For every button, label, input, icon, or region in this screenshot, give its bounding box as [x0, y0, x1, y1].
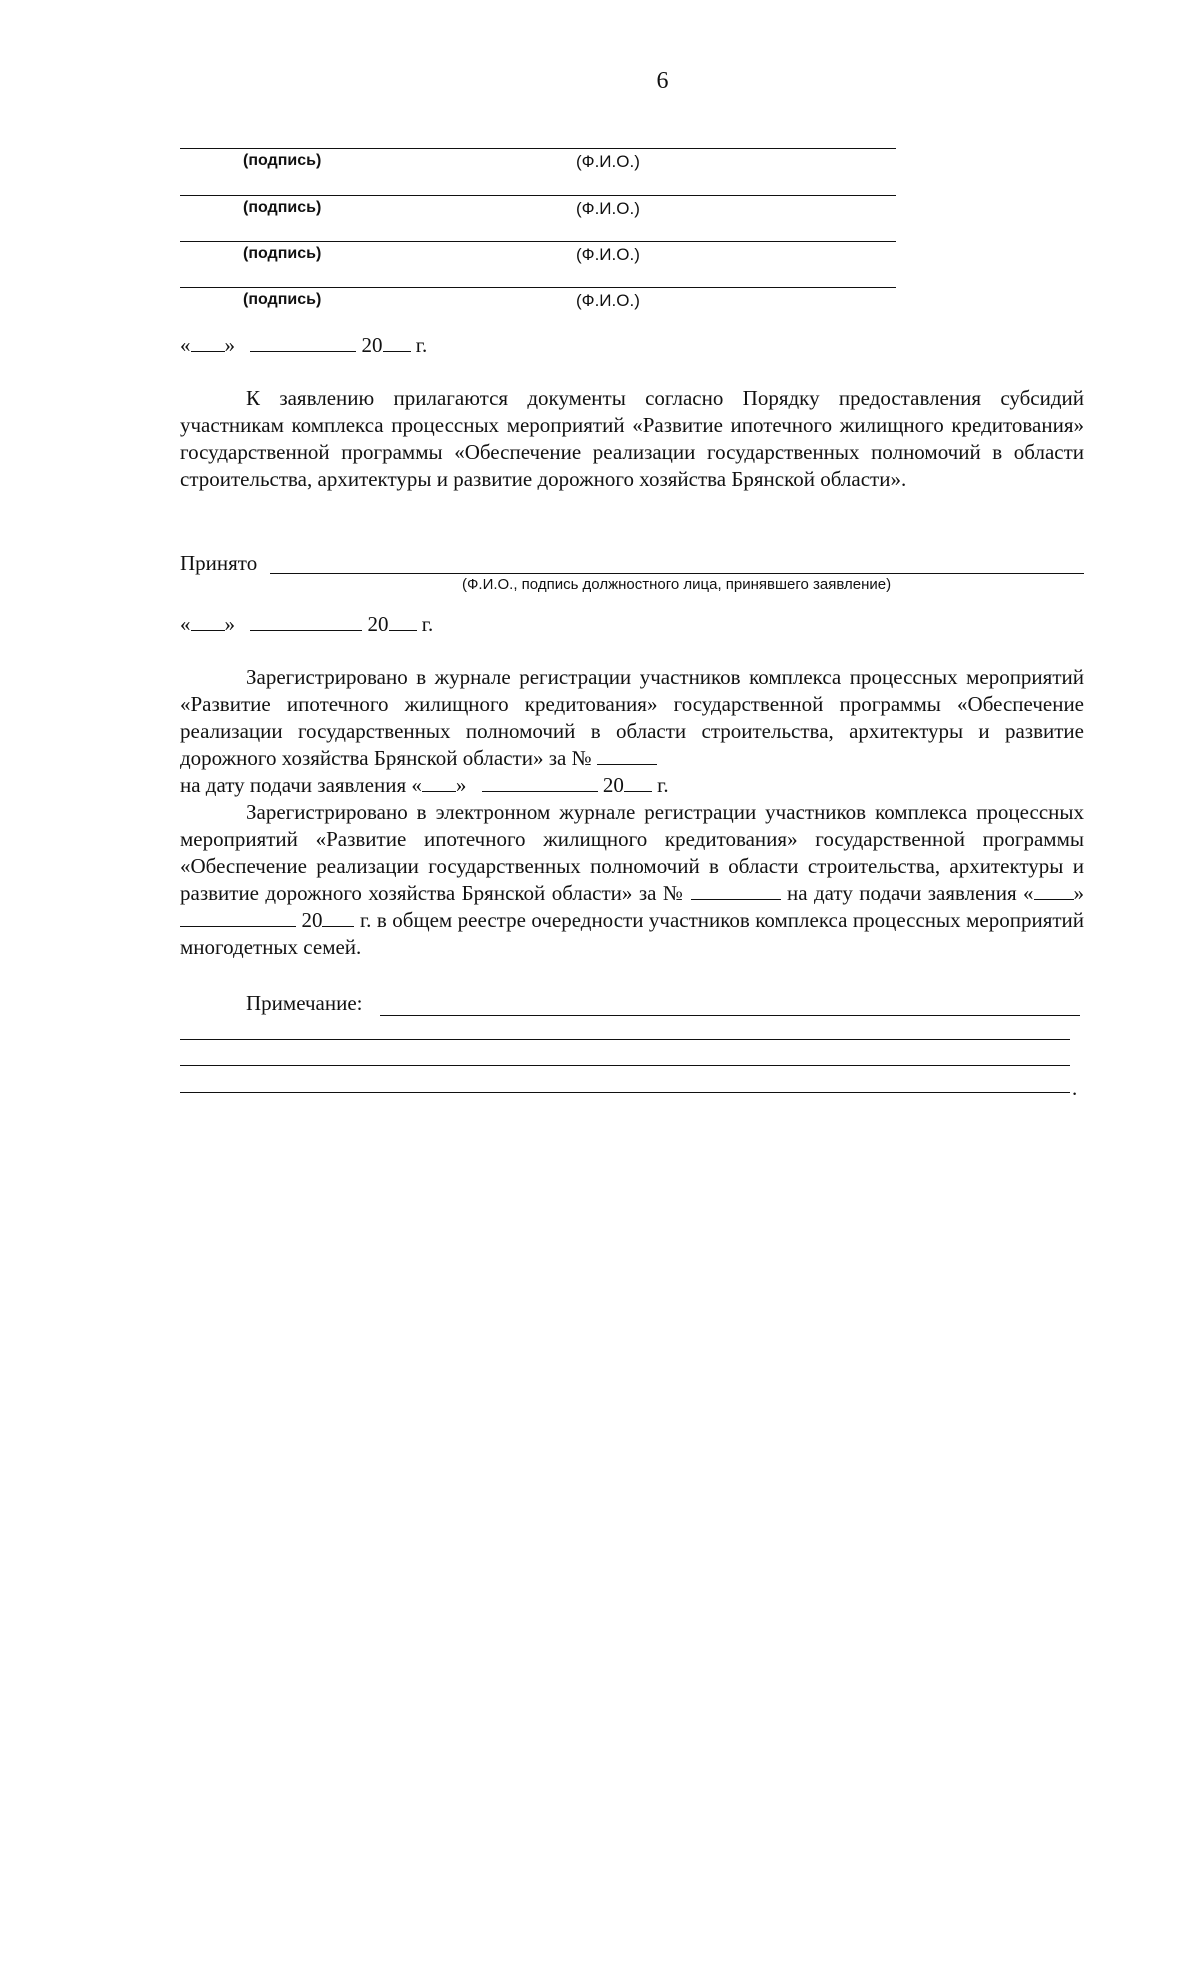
- quote-close: »: [224, 333, 235, 357]
- name-line: [370, 195, 896, 196]
- note-label: Примечание:: [246, 991, 363, 1015]
- year-blank: [383, 333, 411, 352]
- quote-open: «: [180, 612, 191, 636]
- quote-close: »: [224, 612, 235, 636]
- day-blank: [191, 333, 225, 352]
- year-suffix: г.: [657, 773, 669, 797]
- year-blank: [322, 908, 354, 927]
- name-line: [370, 287, 896, 288]
- month-blank: [180, 908, 296, 927]
- signature-row: [180, 195, 896, 235]
- name-caption: (Ф.И.О.): [576, 199, 640, 218]
- month-blank: [250, 333, 356, 352]
- date-line: [180, 612, 433, 637]
- number-prefix: за №: [638, 881, 685, 905]
- date-line: [180, 333, 427, 358]
- day-blank: [1034, 881, 1074, 900]
- signature-line: [180, 148, 370, 149]
- name-line: [370, 241, 896, 242]
- year-suffix: г.: [415, 333, 428, 357]
- attachments-paragraph: К заявлению прилагаются документы согласно Порядку предоставления субсидий участникам комплекса процессных мероприятий «Развитие ипотечного жилищного кредитования» государственной программы «Обеспечение реализации государственных полномочий в области строительства, архитектуры и развитие дорожного хозяйства Брянской области».: [180, 386, 1084, 491]
- date-prefix: на дату подачи заявления «: [180, 773, 422, 797]
- year-prefix: 20: [361, 333, 383, 357]
- registration-2-text: Зарегистрировано в электронном журнале регистрации участников комплекса процессных мероприятий «Развитие ипотечного жилищного кредитования» государственной программы «Обеспечение реализации государственных полномочий в области строительства, архитектуры и развитие дорожного хозяйства Брянской области»: [180, 800, 1084, 905]
- signature-line: [180, 241, 370, 242]
- note-line: [180, 1065, 1070, 1066]
- year-blank: [389, 612, 417, 631]
- signature-caption: (подпись): [243, 152, 322, 169]
- signature-caption: (подпись): [243, 245, 322, 262]
- quote-close: »: [1073, 881, 1085, 905]
- note-line: [180, 1092, 1070, 1093]
- page-number: 6: [656, 68, 669, 94]
- signature-caption: (подпись): [243, 199, 322, 216]
- year-prefix: 20: [602, 773, 624, 797]
- quote-close: »: [455, 773, 467, 797]
- year-prefix: 20: [301, 908, 323, 932]
- name-line: [370, 148, 896, 149]
- year-suffix: г. в общем реестре очередности участников комплекса процессных мероприятий многодетных семей.: [180, 908, 1085, 959]
- signature-row: [180, 241, 896, 281]
- accepted-line: [180, 551, 1084, 576]
- number-blank: [597, 746, 657, 765]
- day-blank: [422, 773, 456, 792]
- accepted-caption: (Ф.И.О., подпись должностного лица, принявшего заявление): [462, 576, 892, 593]
- note-line: [380, 1015, 1080, 1016]
- year-suffix: г.: [421, 612, 434, 636]
- accepted-fill-line: [270, 573, 1084, 574]
- signature-row: [180, 287, 896, 327]
- quote-open: «: [180, 333, 191, 357]
- note-end: .: [1072, 1076, 1078, 1100]
- signature-line: [180, 287, 370, 288]
- registration-1-date: [180, 772, 1084, 799]
- registration-1-text: Зарегистрировано в журнале регистрации участников комплекса процессных мероприятий «Развитие ипотечного жилищного кредитования» государственной программы «Обеспечение реализации государственных полномочий в области строительства, архитектуры и развитие дорожного хозяйства Брянской области» за №: [180, 665, 1084, 770]
- number-blank: [691, 881, 781, 900]
- year-blank: [624, 773, 652, 792]
- month-blank: [250, 612, 362, 631]
- name-caption: (Ф.И.О.): [576, 152, 640, 171]
- name-caption: (Ф.И.О.): [576, 245, 640, 264]
- day-blank: [191, 612, 225, 631]
- signature-caption: (подпись): [243, 291, 322, 308]
- signature-line: [180, 195, 370, 196]
- year-prefix: 20: [367, 612, 389, 636]
- signature-row: [180, 148, 896, 188]
- name-caption: (Ф.И.О.): [576, 291, 640, 310]
- registration-paragraph-1: [180, 664, 1084, 799]
- registration-paragraph-2: [180, 799, 1084, 961]
- date-prefix: на дату подачи заявления «: [786, 881, 1034, 905]
- month-blank: [482, 773, 598, 792]
- note-line: [180, 1039, 1070, 1040]
- accepted-label: Принято: [180, 551, 258, 575]
